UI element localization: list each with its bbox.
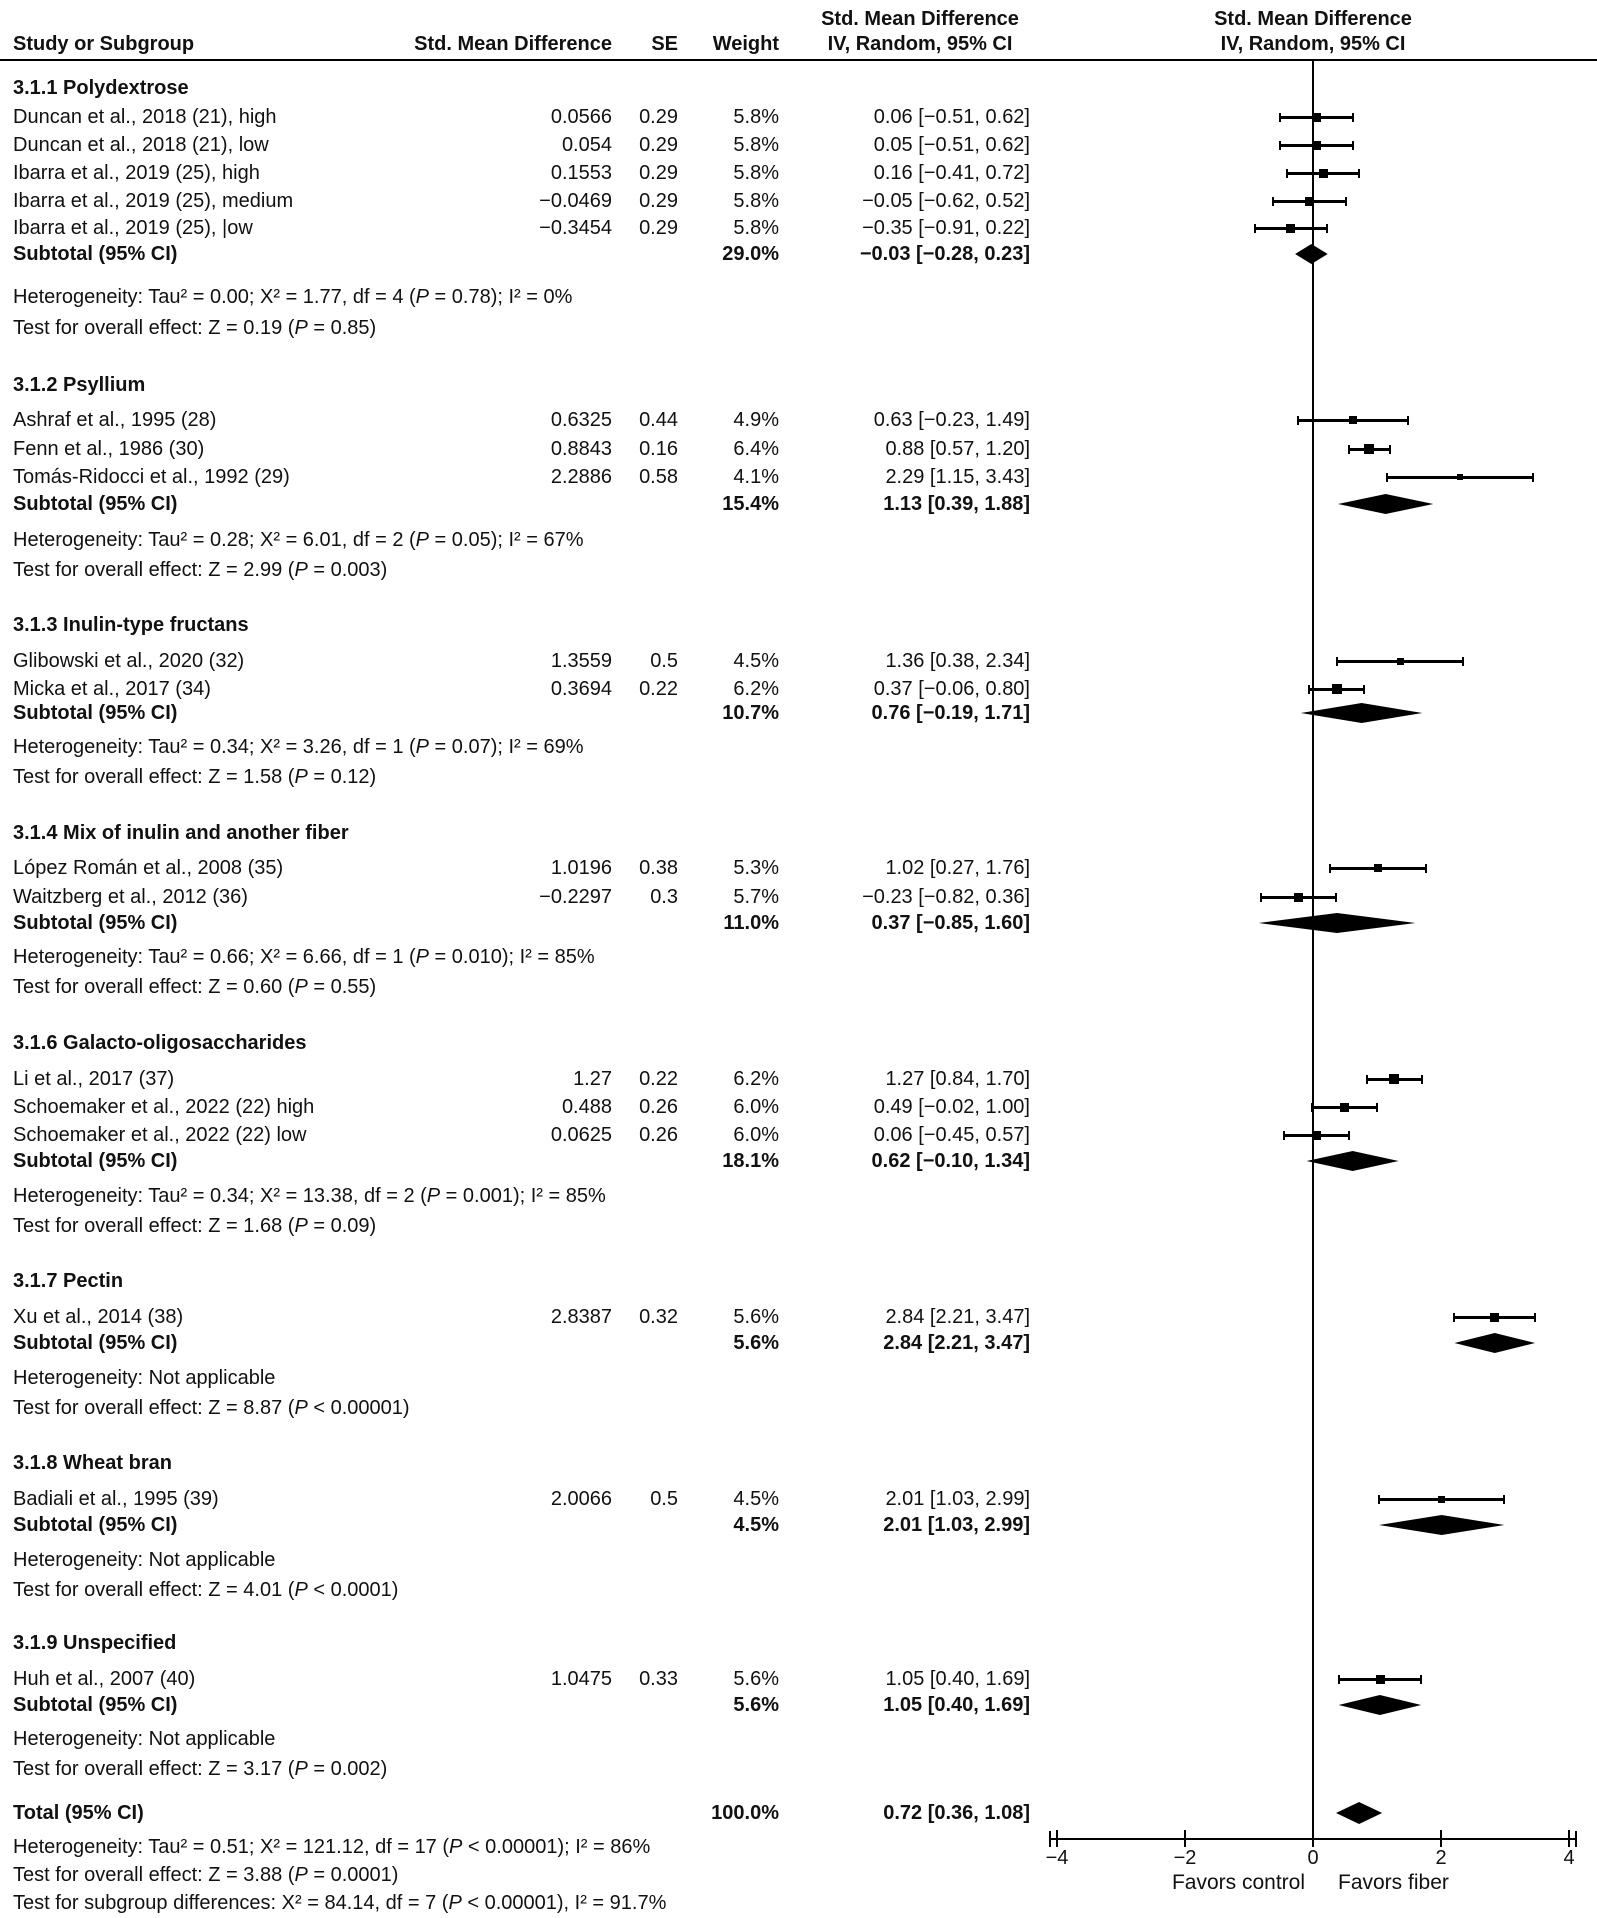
overall-effect-row xyxy=(0,1756,1597,1783)
smd-value: 1.3559 xyxy=(550,650,612,672)
se-value: 0.3 xyxy=(650,886,678,908)
point-estimate-marker xyxy=(1389,1074,1399,1084)
subtotal-label: Subtotal (95% CI) xyxy=(13,1332,178,1354)
study-name: López Román et al., 2008 (35) xyxy=(13,857,284,879)
ci-line-left-cap xyxy=(1272,197,1274,206)
subgroup-title: 3.1.8 Wheat bran xyxy=(13,1452,172,1474)
weight-value: 4.5% xyxy=(733,1488,779,1510)
study-row xyxy=(0,1122,1597,1149)
subgroup-title-row xyxy=(0,372,1597,399)
plot-group-header-line1: Std. Mean Difference xyxy=(1214,8,1412,30)
subtotal-ci: 0.37 [−0.85, 1.60] xyxy=(871,912,1030,934)
study-name: Waitzberg et al., 2012 (36) xyxy=(13,886,248,908)
heterogeneity-row xyxy=(0,734,1597,761)
ci-line-right-cap xyxy=(1352,113,1354,122)
smd-value: 0.3694 xyxy=(550,678,612,700)
overall-effect-row xyxy=(0,557,1597,584)
x-axis-tick-label: −2 xyxy=(1173,1847,1197,1869)
point-estimate-marker xyxy=(1376,1675,1385,1684)
study-row xyxy=(0,188,1597,215)
smd-value: 1.0196 xyxy=(550,857,612,879)
favors-fiber-label: Favors fiber xyxy=(1338,1871,1449,1894)
ci-line-left-cap xyxy=(1260,893,1262,902)
heterogeneity-row xyxy=(0,1365,1597,1392)
subtotal-ci: 0.76 [−0.19, 1.71] xyxy=(871,702,1030,724)
subgroup-title: 3.1.1 Polydextrose xyxy=(13,77,189,99)
weight-value: 5.7% xyxy=(733,886,779,908)
study-name: Li et al., 2017 (37) xyxy=(13,1068,175,1090)
heterogeneity-text: Heterogeneity: Tau² = 0.34; Χ² = 3.26, df = 1 (P = 0.07); I² = 69% xyxy=(13,736,584,758)
ci-line-left-cap xyxy=(1378,1495,1380,1504)
subgroup-title-row xyxy=(0,612,1597,639)
ci-line-left-cap xyxy=(1366,1075,1368,1084)
ci-value: 1.27 [0.84, 1.70] xyxy=(885,1068,1030,1090)
overall-effect-text: Test for overall effect: Z = 8.87 (P < 0.00001) xyxy=(13,1397,410,1419)
ci-group-header-line1: Std. Mean Difference xyxy=(821,8,1019,30)
study-row xyxy=(0,132,1597,159)
overall-effect-row xyxy=(0,1395,1597,1422)
se-value: 0.29 xyxy=(639,134,678,156)
ci-line-right-cap xyxy=(1348,1131,1350,1140)
subtotal-weight: 5.6% xyxy=(733,1694,779,1716)
se-value: 0.29 xyxy=(639,162,678,184)
weight-value: 6.4% xyxy=(733,438,779,460)
se-value: 0.26 xyxy=(639,1096,678,1118)
se-value: 0.58 xyxy=(639,466,678,488)
point-estimate-marker xyxy=(1294,893,1303,902)
study-row xyxy=(0,464,1597,491)
heterogeneity-text: Heterogeneity: Not applicable xyxy=(13,1728,276,1750)
total-heterogeneity-text: Heterogeneity: Tau² = 0.51; Χ² = 121.12, df = 17 (P < 0.00001); I² = 86% xyxy=(13,1836,651,1858)
weight-column-header: Weight xyxy=(712,33,779,55)
ci-line-right-cap xyxy=(1335,893,1337,902)
study-name: Schoemaker et al., 2022 (22) low xyxy=(13,1124,307,1146)
x-axis-tick-label: 2 xyxy=(1435,1847,1447,1869)
subgroup-title-row xyxy=(0,75,1597,102)
study-row xyxy=(0,1486,1597,1513)
ci-value: −0.35 [−0.91, 0.22] xyxy=(862,217,1030,239)
subgroup-title-row xyxy=(0,1268,1597,1295)
study-row xyxy=(0,215,1597,242)
subgroup-title: 3.1.7 Pectin xyxy=(13,1270,124,1292)
overall-effect-text: Test for overall effect: Z = 1.68 (P = 0.09) xyxy=(13,1215,377,1237)
subgroup-title: 3.1.6 Galacto-oligosaccharides xyxy=(13,1032,307,1054)
ci-value: 0.49 [−0.02, 1.00] xyxy=(873,1096,1030,1118)
subtotal-weight: 29.0% xyxy=(722,243,779,265)
ci-value: 2.29 [1.15, 3.43] xyxy=(885,466,1030,488)
overall-effect-text: Test for overall effect: Z = 0.19 (P = 0.85) xyxy=(13,317,377,339)
subtotal-row xyxy=(0,1512,1597,1539)
subtotal-label: Subtotal (95% CI) xyxy=(13,243,178,265)
heterogeneity-text: Heterogeneity: Not applicable xyxy=(13,1367,276,1389)
ci-value: −0.05 [−0.62, 0.52] xyxy=(862,190,1030,212)
ci-value: 0.63 [−0.23, 1.49] xyxy=(873,409,1030,431)
overall-effect-text: Test for overall effect: Z = 4.01 (P < 0.0001) xyxy=(13,1579,399,1601)
subtotal-label: Subtotal (95% CI) xyxy=(13,493,178,515)
smd-value: 2.8387 xyxy=(550,1306,612,1328)
ci-line-right-cap xyxy=(1407,416,1409,425)
ci-line-left-cap xyxy=(1283,1131,1285,1140)
ci-value: 0.37 [−0.06, 0.80] xyxy=(873,678,1030,700)
ci-line-right-cap xyxy=(1421,1075,1423,1084)
total-overall-effect-text: Test for overall effect: Z = 3.88 (P = 0.0001) xyxy=(13,1864,399,1886)
se-value: 0.29 xyxy=(639,217,678,239)
point-estimate-marker xyxy=(1312,113,1321,122)
smd-column-header: Std. Mean Difference xyxy=(414,33,612,55)
point-estimate-marker xyxy=(1349,416,1357,424)
subtotal-label: Subtotal (95% CI) xyxy=(13,1694,178,1716)
ci-line-right-cap xyxy=(1352,141,1354,150)
study-name: Ibarra et al., 2019 (25), high xyxy=(13,162,260,184)
subtotal-weight: 18.1% xyxy=(722,1150,779,1172)
subtotal-weight: 15.4% xyxy=(722,493,779,515)
ci-value: 1.02 [0.27, 1.76] xyxy=(885,857,1030,879)
study-column-header: Study or Subgroup xyxy=(13,33,195,55)
se-value: 0.29 xyxy=(639,106,678,128)
ci-line-left-cap xyxy=(1348,445,1350,454)
point-estimate-marker xyxy=(1312,1131,1321,1140)
weight-value: 5.6% xyxy=(733,1668,779,1690)
weight-value: 5.8% xyxy=(733,190,779,212)
heterogeneity-row xyxy=(0,944,1597,971)
ci-line-left-cap xyxy=(1254,224,1256,233)
weight-value: 5.8% xyxy=(733,134,779,156)
ci-line-right-cap xyxy=(1420,1675,1422,1684)
subgroup-title-row xyxy=(0,1030,1597,1057)
ci-line-right-cap xyxy=(1326,224,1328,233)
weight-value: 4.9% xyxy=(733,409,779,431)
study-row xyxy=(0,104,1597,131)
point-estimate-marker xyxy=(1319,169,1328,178)
subtotal-row xyxy=(0,1330,1597,1357)
ci-line-right-cap xyxy=(1462,657,1464,666)
ci-line-right-cap xyxy=(1358,169,1360,178)
ci-value: 0.06 [−0.51, 0.62] xyxy=(873,106,1030,128)
total-heterogeneity-row xyxy=(0,1834,1597,1861)
ci-line-left-cap xyxy=(1308,685,1310,694)
point-estimate-marker xyxy=(1305,197,1314,206)
weight-value: 5.8% xyxy=(733,217,779,239)
ci-line-left-cap xyxy=(1279,113,1281,122)
ci-value: 0.16 [−0.41, 0.72] xyxy=(873,162,1030,184)
point-estimate-marker xyxy=(1490,1313,1499,1322)
heterogeneity-row xyxy=(0,1183,1597,1210)
ci-line-right-cap xyxy=(1376,1103,1378,1112)
subgroup-title: 3.1.2 Psyllium xyxy=(13,374,146,396)
overall-effect-text: Test for overall effect: Z = 3.17 (P = 0.002) xyxy=(13,1758,388,1780)
study-name: Xu et al., 2014 (38) xyxy=(13,1306,184,1328)
heterogeneity-text: Heterogeneity: Tau² = 0.00; Χ² = 1.77, df = 4 (P = 0.78); I² = 0% xyxy=(13,286,573,308)
ci-line-left-cap xyxy=(1286,169,1288,178)
point-estimate-marker xyxy=(1397,658,1404,665)
ci-line-left-cap xyxy=(1386,473,1388,482)
header-line1 xyxy=(0,6,1597,33)
se-value: 0.5 xyxy=(650,650,678,672)
weight-value: 5.8% xyxy=(733,106,779,128)
smd-value: 1.0475 xyxy=(550,1668,612,1690)
subgroup-title: 3.1.3 Inulin-type fructans xyxy=(13,614,249,636)
ci-value: 1.05 [0.40, 1.69] xyxy=(885,1668,1030,1690)
ci-line-left-cap xyxy=(1297,416,1299,425)
se-value: 0.26 xyxy=(639,1124,678,1146)
ci-line-right-cap xyxy=(1363,685,1365,694)
subtotal-label: Subtotal (95% CI) xyxy=(13,1514,178,1536)
subgroup-title-row xyxy=(0,820,1597,847)
overall-effect-row xyxy=(0,315,1597,342)
study-name: Ibarra et al., 2019 (25), |ow xyxy=(13,217,253,239)
point-estimate-marker xyxy=(1457,474,1463,480)
smd-value: 0.0566 xyxy=(550,106,612,128)
study-name: Huh et al., 2007 (40) xyxy=(13,1668,196,1690)
point-estimate-marker xyxy=(1312,141,1321,150)
heterogeneity-text: Heterogeneity: Tau² = 0.66; Χ² = 6.66, df = 1 (P = 0.010); I² = 85% xyxy=(13,946,595,968)
weight-value: 6.2% xyxy=(733,1068,779,1090)
weight-value: 5.6% xyxy=(733,1306,779,1328)
overall-effect-text: Test for overall effect: Z = 0.60 (P = 0.55) xyxy=(13,976,377,998)
ci-line-right-cap xyxy=(1345,197,1347,206)
weight-value: 5.3% xyxy=(733,857,779,879)
subtotal-weight: 4.5% xyxy=(733,1514,779,1536)
weight-value: 6.2% xyxy=(733,678,779,700)
subtotal-label: Subtotal (95% CI) xyxy=(13,702,178,724)
ci-value: 2.84 [2.21, 3.47] xyxy=(885,1306,1030,1328)
subtotal-label: Subtotal (95% CI) xyxy=(13,1150,178,1172)
smd-value: 0.1553 xyxy=(550,162,612,184)
point-estimate-marker xyxy=(1340,1103,1349,1112)
overall-effect-row xyxy=(0,764,1597,791)
se-value: 0.33 xyxy=(639,1668,678,1690)
ci-line-left-cap xyxy=(1453,1313,1455,1322)
point-estimate-marker xyxy=(1364,444,1374,454)
point-estimate-marker xyxy=(1374,864,1382,872)
subtotal-weight: 11.0% xyxy=(723,912,779,934)
study-row xyxy=(0,1304,1597,1331)
study-name: Micka et al., 2017 (34) xyxy=(13,678,211,700)
header-line2 xyxy=(0,31,1597,58)
subgroup-differences-row xyxy=(0,1890,1597,1917)
ci-line-right-cap xyxy=(1532,473,1534,482)
se-value: 0.22 xyxy=(639,678,678,700)
study-name: Badiali et al., 1995 (39) xyxy=(13,1488,219,1510)
subgroup-differences-text: Test for subgroup differences: Χ² = 84.14, df = 7 (P < 0.00001), I² = 91.7% xyxy=(13,1892,667,1914)
ci-line-right-cap xyxy=(1425,864,1427,873)
study-name: Glibowski et al., 2020 (32) xyxy=(13,650,245,672)
x-axis-tick-label: 4 xyxy=(1563,1847,1575,1869)
heterogeneity-row xyxy=(0,1547,1597,1574)
overall-effect-text: Test for overall effect: Z = 1.58 (P = 0.12) xyxy=(13,766,377,788)
subtotal-ci: 1.13 [0.39, 1.88] xyxy=(883,493,1030,515)
smd-value: 1.27 xyxy=(573,1068,612,1090)
weight-value: 6.0% xyxy=(733,1096,779,1118)
plot-group-header-line2: IV, Random, 95% CI xyxy=(1220,33,1406,55)
point-estimate-marker xyxy=(1438,1496,1445,1503)
study-row xyxy=(0,884,1597,911)
point-estimate-marker xyxy=(1332,684,1342,694)
smd-value: 2.2886 xyxy=(550,466,612,488)
subgroup-title-row xyxy=(0,1630,1597,1657)
ci-value: 1.36 [0.38, 2.34] xyxy=(885,650,1030,672)
ci-value: 0.06 [−0.45, 0.57] xyxy=(873,1124,1030,1146)
smd-value: −0.3454 xyxy=(539,217,612,239)
total-weight: 100.0% xyxy=(711,1802,779,1824)
ci-line-left-cap xyxy=(1338,1675,1340,1684)
subtotal-weight: 5.6% xyxy=(733,1332,779,1354)
ci-line-left-cap xyxy=(1279,141,1281,150)
overall-effect-row xyxy=(0,1213,1597,1240)
ci-value: 0.05 [−0.51, 0.62] xyxy=(873,134,1030,156)
ci-group-header-line2: IV, Random, 95% CI xyxy=(827,33,1013,55)
heterogeneity-row xyxy=(0,527,1597,554)
subtotal-ci: 2.01 [1.03, 2.99] xyxy=(883,1514,1030,1536)
subgroup-title: 3.1.9 Unspecified xyxy=(13,1632,177,1654)
x-axis-tick-label: −4 xyxy=(1045,1847,1069,1869)
se-value: 0.32 xyxy=(639,1306,678,1328)
overall-effect-text: Test for overall effect: Z = 2.99 (P = 0.003) xyxy=(13,559,388,581)
subgroup-title-row xyxy=(0,1450,1597,1477)
subtotal-ci: 0.62 [−0.10, 1.34] xyxy=(871,1150,1030,1172)
se-value: 0.16 xyxy=(639,438,678,460)
overall-effect-row xyxy=(0,1577,1597,1604)
subtotal-ci: −0.03 [−0.28, 0.23] xyxy=(859,243,1030,265)
ci-line-right-cap xyxy=(1503,1495,1505,1504)
favors-control-label: Favors control xyxy=(1171,1871,1305,1894)
study-name: Duncan et al., 2018 (21), high xyxy=(13,106,277,128)
subtotal-row xyxy=(0,241,1597,268)
se-value: 0.22 xyxy=(639,1068,678,1090)
se-value: 0.38 xyxy=(639,857,678,879)
weight-value: 4.5% xyxy=(733,650,779,672)
study-name: Schoemaker et al., 2022 (22) high xyxy=(13,1096,315,1118)
study-name: Ibarra et al., 2019 (25), medium xyxy=(13,190,294,212)
heterogeneity-text: Heterogeneity: Tau² = 0.34; Χ² = 13.38, df = 2 (P = 0.001); I² = 85% xyxy=(13,1185,606,1207)
heterogeneity-text: Heterogeneity: Not applicable xyxy=(13,1549,276,1571)
total-label: Total (95% CI) xyxy=(13,1802,144,1824)
subtotal-weight: 10.7% xyxy=(722,702,779,724)
ci-value: 0.88 [0.57, 1.20] xyxy=(885,438,1030,460)
ci-line-left-cap xyxy=(1329,864,1331,873)
smd-value: −0.0469 xyxy=(539,190,612,212)
x-axis-tick-label: 0 xyxy=(1307,1847,1319,1869)
se-value: 0.29 xyxy=(639,190,678,212)
study-row xyxy=(0,1066,1597,1093)
subgroup-title: 3.1.4 Mix of inulin and another fiber xyxy=(13,822,349,844)
header-rule xyxy=(0,59,1597,61)
point-estimate-marker xyxy=(1286,224,1295,233)
study-name: Ashraf et al., 1995 (28) xyxy=(13,409,217,431)
smd-value: 0.0625 xyxy=(550,1124,612,1146)
ci-value: −0.23 [−0.82, 0.36] xyxy=(862,886,1030,908)
heterogeneity-text: Heterogeneity: Tau² = 0.28; Χ² = 6.01, df = 2 (P = 0.05); I² = 67% xyxy=(13,529,584,551)
smd-value: 0.8843 xyxy=(550,438,612,460)
subtotal-ci: 2.84 [2.21, 3.47] xyxy=(883,1332,1030,1354)
weight-value: 6.0% xyxy=(733,1124,779,1146)
smd-value: 0.6325 xyxy=(550,409,612,431)
smd-value: 0.488 xyxy=(561,1096,612,1118)
ci-value: 2.01 [1.03, 2.99] xyxy=(885,1488,1030,1510)
ci-line-left-cap xyxy=(1311,1103,1313,1112)
heterogeneity-row xyxy=(0,1726,1597,1753)
weight-value: 4.1% xyxy=(733,466,779,488)
smd-value: 2.0066 xyxy=(550,1488,612,1510)
overall-effect-row xyxy=(0,974,1597,1001)
se-value: 0.5 xyxy=(650,1488,678,1510)
subtotal-label: Subtotal (95% CI) xyxy=(13,912,178,934)
ci-line-right-cap xyxy=(1389,445,1391,454)
study-name: Fenn et al., 1986 (30) xyxy=(13,438,205,460)
study-name: Tomás-Ridocci et al., 1992 (29) xyxy=(13,466,290,488)
ci-line-left-cap xyxy=(1336,657,1338,666)
subtotal-ci: 1.05 [0.40, 1.69] xyxy=(883,1694,1030,1716)
total-ci: 0.72 [0.36, 1.08] xyxy=(883,1802,1030,1824)
ci-line-right-cap xyxy=(1534,1313,1536,1322)
total-overall-effect-row xyxy=(0,1862,1597,1889)
smd-value: 0.054 xyxy=(561,134,612,156)
heterogeneity-row xyxy=(0,284,1597,311)
weight-value: 5.8% xyxy=(733,162,779,184)
se-column-header: SE xyxy=(651,33,678,55)
study-name: Duncan et al., 2018 (21), low xyxy=(13,134,269,156)
se-value: 0.44 xyxy=(639,409,678,431)
smd-value: −0.2297 xyxy=(539,886,612,908)
